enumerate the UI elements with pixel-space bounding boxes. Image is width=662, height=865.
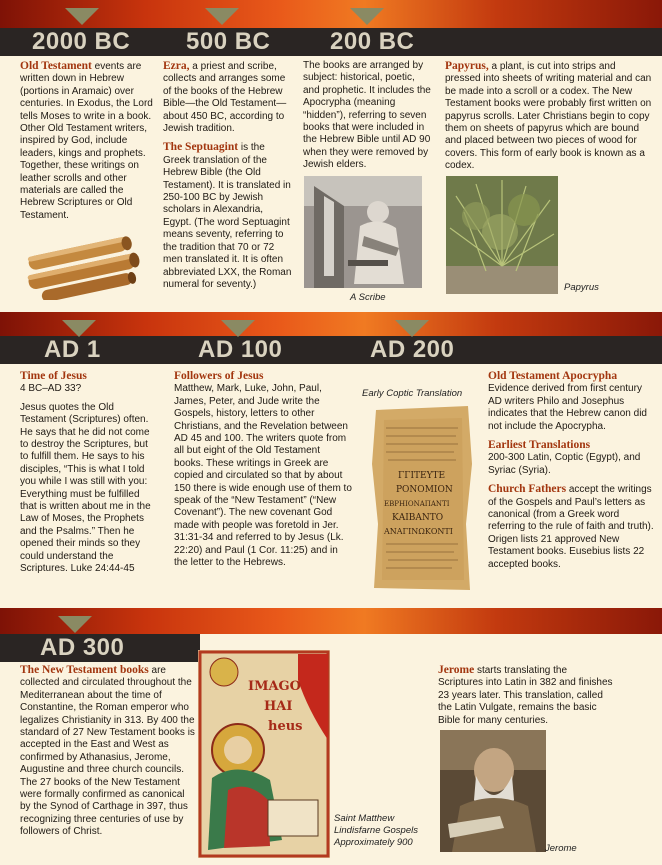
coptic-manuscript-image <box>370 404 474 592</box>
time-of-jesus-entry <box>20 370 158 582</box>
pointer-icon <box>205 8 239 25</box>
ezra-entry <box>163 60 293 297</box>
entry-text: Jesus quotes the Old Testament (Scriptures) often. He says that he did not come to destroy the Scriptures, but to fulfill them. He says to his disciples, “This is what I told you while I was still with you: Everything must be fulfilled that is written about me in the Law of Moses, the Prophets and the Psalms.” Then he opened their minds so they could understand the Scriptures. Luke 24:44-45 <box>20 401 151 575</box>
entry-heading: Earliest Translations <box>488 439 591 452</box>
scribe-image <box>304 176 422 288</box>
jerome-image <box>440 730 546 852</box>
arrangement-entry <box>303 60 431 178</box>
caption-line: Saint Matthew <box>334 813 395 824</box>
pointer-icon <box>350 8 384 25</box>
entry-text: a priest and scribe, collects and arranges some of the books of the Hebrew Bible—the Old Testament—about 450 BC, according to Jewish tradition. <box>163 61 287 135</box>
saint-matthew-image <box>198 650 330 858</box>
image-caption: Jerome <box>545 843 577 854</box>
inscription-line: heus <box>268 719 303 734</box>
fire-banner-3 <box>0 608 662 634</box>
image-caption: A Scribe <box>350 292 386 303</box>
era-label: AD 100 <box>198 336 283 363</box>
pointer-icon <box>62 320 96 337</box>
entry-heading: Church Fathers <box>488 483 567 496</box>
entry-text: events are written down in Hebrew (portions in Aramaic) over centuries. In Exodus, the Lord tells Moses to write in a book. Other Old Testament writers, inspired by God, include leaders, kings and prophets. Together, these writings on leather scrolls and other materials are called the Hebrew Scriptures or Old Testament. <box>20 61 153 221</box>
era-label: 2000 BC <box>32 28 131 55</box>
era-label: 200 BC <box>330 28 415 55</box>
inscription-line: IMAGO <box>248 679 301 694</box>
entry-heading: The New Testament books <box>20 664 149 676</box>
entry-text: accept the writings of the Gospels and Paul’s letters as canonical (from a Greek word referring to the rule of faith and truth). Origen lists 21 approved New Testament books. Eusebius lists 22 accepted books. <box>488 484 654 570</box>
entry-text: Evidence derived from first century AD writers Philo and Josephus indicates that the Hebrew canon did not include the Apocrypha. <box>488 383 647 432</box>
caption-line: Lindisfarne Gospels <box>334 825 418 836</box>
image-caption <box>334 813 418 849</box>
entry-text: is the Greek translation of the Hebrew Bible (the Old Testament). It is translated in 250-100 BC by Jewish scholars in Alexandria, Egypt. (The word Septuagint means seventy, referring to the tradition that 70 or 72 men translated it. It is often abbreviated LXX, the Roman numeral for seventy.) <box>163 142 292 290</box>
entry-heading: Followers of Jesus <box>174 370 264 382</box>
fire-banner-1 <box>0 0 662 28</box>
caption-line: Approximately 900 <box>334 837 413 848</box>
pointer-icon <box>395 320 429 337</box>
pointer-icon <box>221 320 255 337</box>
entry-text: Matthew, Mark, Luke, John, Paul, James, Peter, and Jude write the Gospels, history, letters to other Christians, and the Revelation between AD 45 and 100. The writers quote from all but eight of the Old Testament books. These writings in Greek are copied and circulated so that by about 150 there is wide enough use of them to speak of the “New Testament” (“New Covenant”). The new covenant God made with people was foretold in Jer. 31:31-34 and referred to by Jesus (Lk. 22:20) and Paul (1 Cor. 11:25) and in the letter to the Hebrews. <box>174 383 352 569</box>
manuscript-line: ΑΝΑΓΙΝΩΚΟΝΤΙ <box>384 527 453 536</box>
era-label: AD 1 <box>44 336 101 363</box>
entry-text: 200-300 Latin, Coptic (Egypt), and Syriac (Syria). <box>488 452 641 476</box>
entry-heading: Jerome <box>438 664 475 676</box>
new-testament-books-entry <box>20 664 196 845</box>
entry-subheading: 4 BC–AD 33? <box>20 383 82 395</box>
jerome-entry <box>438 664 614 733</box>
era-label: AD 300 <box>40 634 125 661</box>
entry-text: starts translating the Scriptures into Latin in 382 and finishes 23 years later. This translation, called the Latin Vulgate, remains the basic Bible for many centuries. <box>438 665 613 726</box>
entry-text: are collected and circulated throughout the Mediterranean about the time of Constantine, the Roman emperor who legalizes Christianity in 313. By 400 the standard of 27 New Testament books is accepted in the East and West as confirmed by Athanasius, Jerome, Augustine and three church councils. The 27 books of the New Testament were formally confirmed as canonical by the Synod of Carthage in 397, thus recognizing three centuries of use by followers of Christ. <box>20 665 195 838</box>
manuscript-line: ΚΑΙΒΑΝΤΟ <box>392 513 444 523</box>
entry-text: a plant, is cut into strips and pressed into sheets of writing material and can be made into a scroll or a codex. The New Testament books were probably first written on papyrus scrolls. Later Christians begin to copy them on sheets of papyrus which are bound and placed between two pieces of wood for covers. This form of early book is known as a codex. <box>445 61 652 172</box>
pointer-icon <box>58 616 92 633</box>
image-caption: Papyrus <box>564 282 599 293</box>
pointer-icon <box>65 8 99 25</box>
entry-heading: Old Testament Apocrypha <box>488 370 618 382</box>
entry-heading: Ezra, <box>163 60 190 72</box>
entry-heading: The Septuagint <box>163 141 239 154</box>
entry-heading: Time of Jesus <box>20 370 87 382</box>
old-testament-entry <box>20 60 160 228</box>
manuscript-line: ΡΟΝΟΜΙΟΝ <box>396 485 453 495</box>
papyrus-entry <box>445 60 653 179</box>
inscription-line: HAI <box>264 699 293 714</box>
entry-heading: Papyrus, <box>445 60 489 72</box>
fire-banner-2 <box>0 312 662 336</box>
entry-text: The books are arranged by subject: historical, poetic, and prophetic. It includes the Apocrypha (meaning “hidden”), referring to seven books that were included in the Hebrew Bible until AD 90 when they were removed by Jewish elders. <box>303 60 431 171</box>
era-label: AD 200 <box>370 336 455 363</box>
papyrus-image <box>446 176 558 294</box>
image-caption: Early Coptic Translation <box>362 388 463 399</box>
manuscript-line: ΕΒΡΗΙΟΝΑΠΑΝΤΙ <box>384 500 450 508</box>
followers-of-jesus-entry <box>174 370 352 576</box>
entry-heading: Old Testament <box>20 60 92 72</box>
apocrypha-entry <box>488 370 656 577</box>
era-label: 500 BC <box>186 28 271 55</box>
manuscript-line: ΓΓΙΤΕΥΤΕ <box>398 471 446 481</box>
scrolls-image <box>22 228 144 300</box>
